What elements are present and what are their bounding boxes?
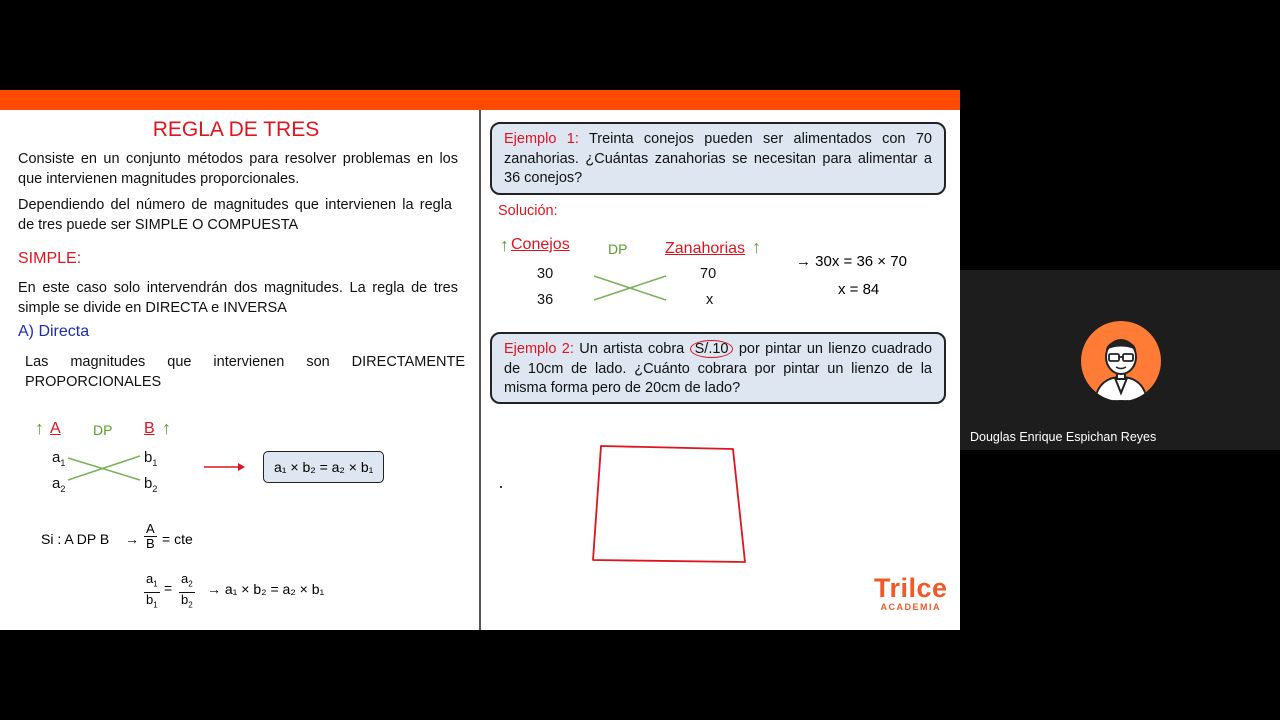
dp-label: DP	[93, 422, 113, 438]
simple-paragraph: En este caso solo intervendrán dos magnitudes. La regla de tres simple se divide en DIRECTA e INVERSA	[18, 280, 458, 316]
conejos-value-1: 30	[537, 266, 554, 282]
rule-premise: Si : A DP B	[41, 531, 110, 547]
rule-result: → a₁ × b₂ = a₂ × b₁	[207, 581, 325, 597]
ratio-numerator: A	[146, 521, 155, 536]
fraction-a2-b2: $\frac{a_2}{b_2}$	[181, 571, 193, 610]
example-2-text-before: Un artista cobra	[579, 341, 685, 357]
b1-value: $b_1$	[144, 449, 158, 468]
stray-dot	[500, 486, 502, 488]
arrow-icon: →	[125, 531, 139, 547]
slide-title: REGLA DE TRES	[152, 118, 320, 141]
participant-tile[interactable]	[960, 270, 1280, 450]
example-2-text-after: por pintar un lienzo cuadrado de 10cm de lado. ¿Cuánto cobrara por pintar un lienzo de la misma forma pero de 20cm de lado?	[504, 341, 933, 396]
example-2-price-circled: S/.10	[690, 340, 734, 358]
logo-main-text: Trilce	[874, 573, 948, 603]
example-1-label: Ejemplo 1:	[504, 131, 579, 147]
slide-column-divider	[479, 110, 481, 630]
up-arrow-icon: ↑	[500, 235, 509, 255]
up-arrow-icon: ↑	[162, 418, 171, 438]
participants-panel	[960, 0, 1280, 720]
magnitude-b-label: B	[144, 420, 155, 437]
directa-heading: A) Directa	[18, 323, 90, 340]
a2-value: $a_2$	[52, 475, 66, 494]
magnitude-a-label: A	[50, 420, 61, 437]
trilce-logo	[874, 574, 948, 612]
avatar	[1081, 321, 1161, 401]
a1-value: $a_1$	[52, 449, 66, 468]
solution-cross-lines	[588, 270, 672, 306]
example-1-box	[490, 122, 946, 195]
col-zanahorias: Zanahorias	[665, 240, 746, 257]
presentation-slide	[0, 90, 960, 630]
logo-sub-text: ACADEMIA	[880, 602, 942, 612]
up-arrow-icon: ↑	[752, 237, 761, 257]
formula-box: a₁ × b₂ = a₂ × b₁	[263, 451, 384, 483]
example-1-text: Treinta conejos pueden ser alimentados con 70 zanahorias. ¿Cuántas zanahorias se necesitan para alimentar a 36 conejos?	[504, 131, 932, 186]
ratio-result: = cte	[162, 531, 193, 547]
example-2-label: Ejemplo 2:	[504, 341, 574, 357]
solution-equation-1: → 30x = 36 × 70	[796, 253, 907, 270]
participant-name: Douglas Enrique Espichan Reyes	[970, 430, 1157, 444]
intro-paragraph-2: Dependiendo del número de magnitudes que intervienen la regla de tres puede ser SIMPLE O COMPUESTA	[18, 197, 452, 233]
intro-paragraph-1: Consiste en un conjunto métodos para resolver problemas en los que intervienen magnitudes proporcionales.	[18, 151, 458, 187]
equals-sign: =	[164, 580, 173, 596]
dp-paragraph: Las magnitudes que intervienen son DIRECTAMENTE PROPORCIONALES	[25, 354, 465, 390]
up-arrow-icon: ↑	[35, 418, 44, 438]
b2-value: $b_2$	[144, 475, 158, 494]
right-arrow-icon	[204, 460, 246, 474]
fraction-a1-b1: $\frac{a_1}{b_1}$	[146, 571, 158, 610]
conejos-value-2: 36	[537, 292, 554, 308]
simple-heading: SIMPLE:	[18, 250, 82, 267]
hand-drawn-square	[585, 440, 755, 570]
solution-label: Solución:	[498, 203, 558, 219]
ratio-fraction	[144, 522, 157, 551]
solution-equation-2: x = 84	[838, 281, 880, 298]
col-conejos: Conejos	[511, 236, 570, 253]
ratio-denominator: B	[146, 536, 155, 551]
zanahorias-value-2: x	[706, 292, 714, 308]
slide-top-bar	[0, 90, 960, 110]
zanahorias-value-1: 70	[700, 266, 717, 282]
user-avatar-icon	[1081, 321, 1161, 401]
solution-dp-label: DP	[608, 241, 628, 257]
example-2-box	[490, 332, 946, 404]
cross-lines	[60, 450, 150, 486]
